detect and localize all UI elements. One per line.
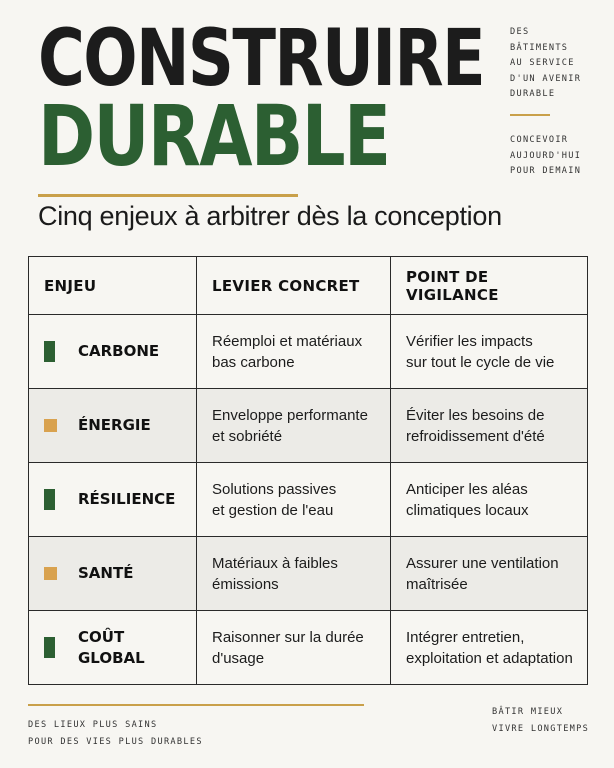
vigilance-cell: Anticiper les aléas climatiques locaux xyxy=(391,463,588,537)
side-divider xyxy=(510,114,550,116)
green-marker xyxy=(44,489,55,510)
footer-right-note xyxy=(492,704,589,738)
title-underline xyxy=(38,194,298,197)
page-subtitle: Cinq enjeux à arbitrer dès la conception xyxy=(38,201,502,231)
green-marker xyxy=(44,341,55,362)
header-vigilance: POINT DE VIGILANCE xyxy=(391,257,588,315)
footer-left-line: DES LIEUX PLUS SAINS xyxy=(28,720,158,730)
footer-divider xyxy=(28,704,364,706)
vigilance-cell: Éviter les besoins de refroidissement d'été xyxy=(391,389,588,463)
title-line-1: CONSTRUIRE xyxy=(38,14,485,104)
levier-cell: Matériaux à faibles émissions xyxy=(197,537,391,611)
vigilance-cell: Intégrer entretien, exploitation et adaptation xyxy=(391,611,588,685)
green-marker xyxy=(44,637,55,658)
side-note-mid-line: POUR DEMAIN xyxy=(510,166,582,176)
enjeu-label: ÉNERGIE xyxy=(78,416,151,434)
vigilance-cell: Assurer une ventilation maîtrisée xyxy=(391,537,588,611)
footer-right-line: VIVRE LONGTEMPS xyxy=(492,724,590,734)
side-note-top-line: D'UN AVENIR xyxy=(510,73,582,84)
table-row xyxy=(29,315,588,389)
table-row xyxy=(29,611,588,685)
gold-marker xyxy=(44,419,57,432)
side-note-top xyxy=(510,25,581,103)
header-enjeu: ENJEU xyxy=(29,257,197,315)
footer-left-line: POUR DES VIES PLUS DURABLES xyxy=(28,737,203,747)
levier-cell: Réemploi et matériaux bas carbone xyxy=(197,315,391,389)
table-header-row xyxy=(29,257,588,315)
gold-marker xyxy=(44,567,57,580)
table-row xyxy=(29,389,588,463)
footer-right-line: BÂTIR MIEUX xyxy=(492,707,564,717)
side-note-top-line: BÂTIMENTS xyxy=(510,42,569,53)
title-line-2: DURABLE xyxy=(38,87,390,185)
levier-cell: Raisonner sur la durée d'usage xyxy=(197,611,391,685)
side-note-top-line: DES xyxy=(510,27,530,37)
page-title xyxy=(38,14,582,185)
enjeu-label: RÉSILIENCE xyxy=(78,490,176,508)
table-row xyxy=(29,463,588,537)
enjeu-label: CARBONE xyxy=(78,342,160,360)
issues-table xyxy=(28,256,588,685)
side-note-top-line: DURABLE xyxy=(510,89,556,99)
enjeu-label: SANTÉ xyxy=(78,564,134,582)
side-note-mid-line: AUJOURD'HUI xyxy=(510,150,582,161)
side-note-top-line: AU SERVICE xyxy=(510,58,575,68)
side-note-mid-line: CONCEVOIR xyxy=(510,135,569,145)
levier-cell: Solutions passives et gestion de l'eau xyxy=(197,463,391,537)
table-row xyxy=(29,537,588,611)
levier-cell: Enveloppe performante et sobriété xyxy=(197,389,391,463)
side-note-mid xyxy=(510,133,581,180)
header-levier: LEVIER CONCRET xyxy=(197,257,391,315)
enjeu-label: COÛT GLOBAL xyxy=(78,627,145,667)
footer-left-note xyxy=(28,717,203,751)
vigilance-cell: Vérifier les impacts sur tout le cycle de vie xyxy=(391,315,588,389)
